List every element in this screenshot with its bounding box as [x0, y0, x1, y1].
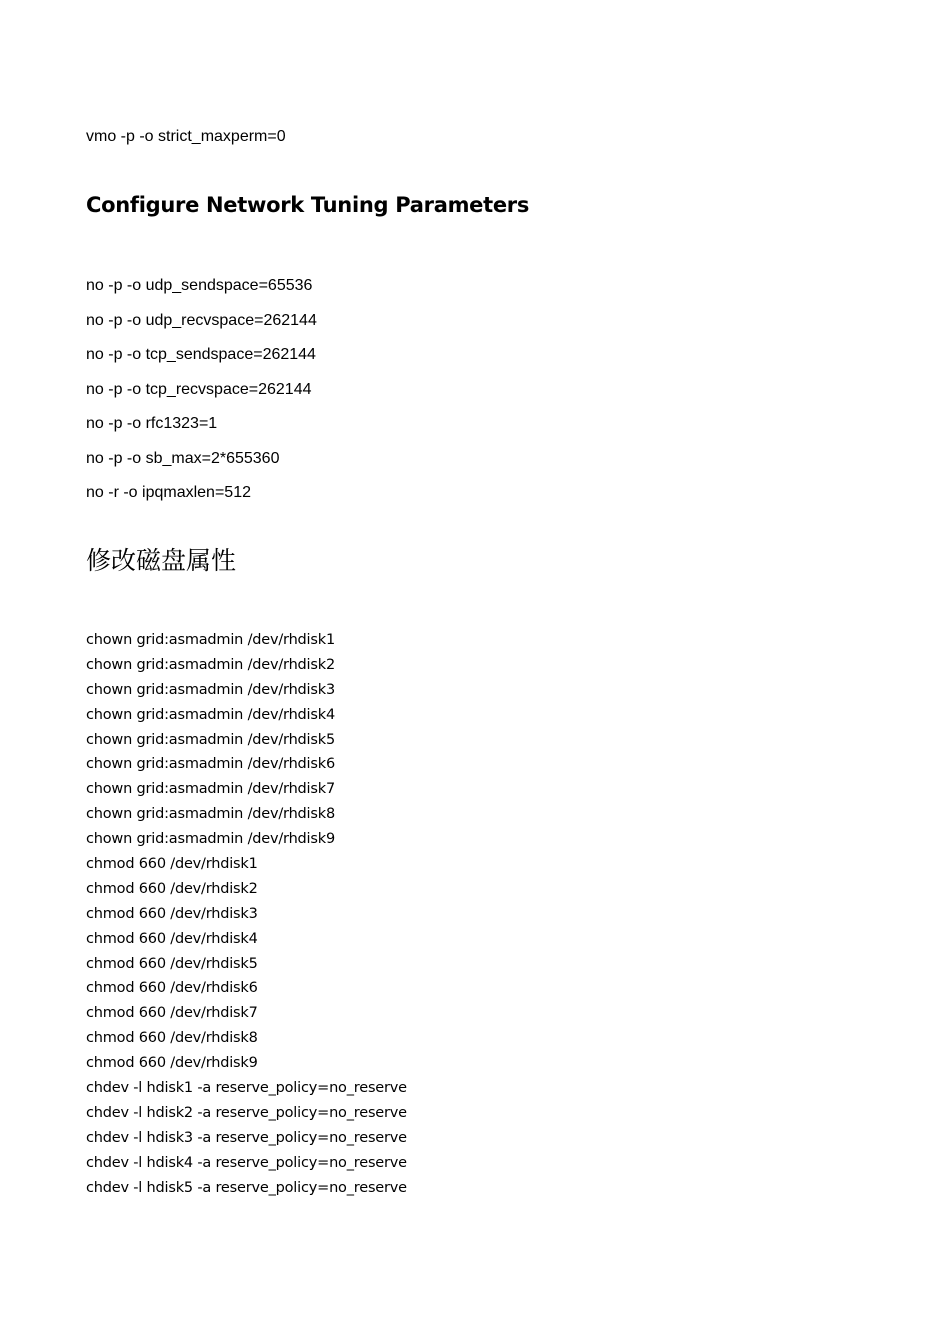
disk-command-line: chdev -l hdisk5 -a reserve_policy=no_reserve [86, 1179, 407, 1196]
disk-command-line: chown grid:asmadmin /dev/rhdisk6 [86, 756, 335, 773]
network-command-line: no -p -o tcp_recvspace=262144 [86, 380, 312, 398]
disk-command-line: chdev -l hdisk3 -a reserve_policy=no_reserve [86, 1129, 407, 1146]
network-command-line: no -p -o rfc1323=1 [86, 415, 218, 432]
network-command-line: no -p -o sb_max=2*655360 [86, 449, 280, 467]
disk-command-line: chmod 660 /dev/rhdisk1 [86, 856, 258, 873]
disk-command-line: chmod 660 /dev/rhdisk9 [86, 1055, 258, 1072]
disk-command-line: chown grid:asmadmin /dev/rhdisk8 [86, 806, 335, 823]
network-command-line: no -p -o tcp_sendspace=262144 [86, 346, 316, 363]
disk-command-line: chmod 660 /dev/rhdisk8 [86, 1030, 258, 1047]
disk-command-line: chmod 660 /dev/rhdisk5 [86, 955, 258, 972]
disk-attributes-heading: 修改磁盘属性 [86, 546, 237, 575]
disk-command-line: chmod 660 /dev/rhdisk7 [86, 1005, 258, 1022]
disk-command-line: chmod 660 /dev/rhdisk6 [86, 980, 258, 997]
disk-command-line: chmod 660 /dev/rhdisk4 [86, 930, 258, 947]
disk-command-list [86, 629, 407, 1201]
disk-command-line: chown grid:asmadmin /dev/rhdisk4 [86, 706, 335, 723]
network-command-line: no -p -o udp_sendspace=65536 [86, 277, 313, 294]
disk-command-line: chmod 660 /dev/rhdisk2 [86, 880, 258, 897]
disk-command-line: chdev -l hdisk1 -a reserve_policy=no_reserve [86, 1080, 407, 1097]
vmo-command-line: vmo -p -o strict_maxperm=0 [86, 128, 286, 145]
disk-command-line: chdev -l hdisk4 -a reserve_policy=no_reserve [86, 1154, 407, 1171]
network-tuning-heading: Configure Network Tuning Parameters [86, 193, 530, 217]
disk-command-line: chdev -l hdisk2 -a reserve_policy=no_reserve [86, 1104, 407, 1121]
disk-command-line: chown grid:asmadmin /dev/rhdisk1 [86, 632, 335, 648]
disk-command-line: chown grid:asmadmin /dev/rhdisk9 [86, 831, 335, 848]
network-command-line: no -r -o ipqmaxlen=512 [86, 484, 251, 501]
disk-command-line: chown grid:asmadmin /dev/rhdisk5 [86, 731, 335, 748]
network-command-line: no -p -o udp_recvspace=262144 [86, 311, 317, 329]
disk-command-line: chown grid:asmadmin /dev/rhdisk2 [86, 656, 335, 673]
disk-command-line: chown grid:asmadmin /dev/rhdisk7 [86, 781, 335, 798]
disk-command-line: chmod 660 /dev/rhdisk3 [86, 905, 258, 922]
disk-command-line: chown grid:asmadmin /dev/rhdisk3 [86, 681, 335, 698]
